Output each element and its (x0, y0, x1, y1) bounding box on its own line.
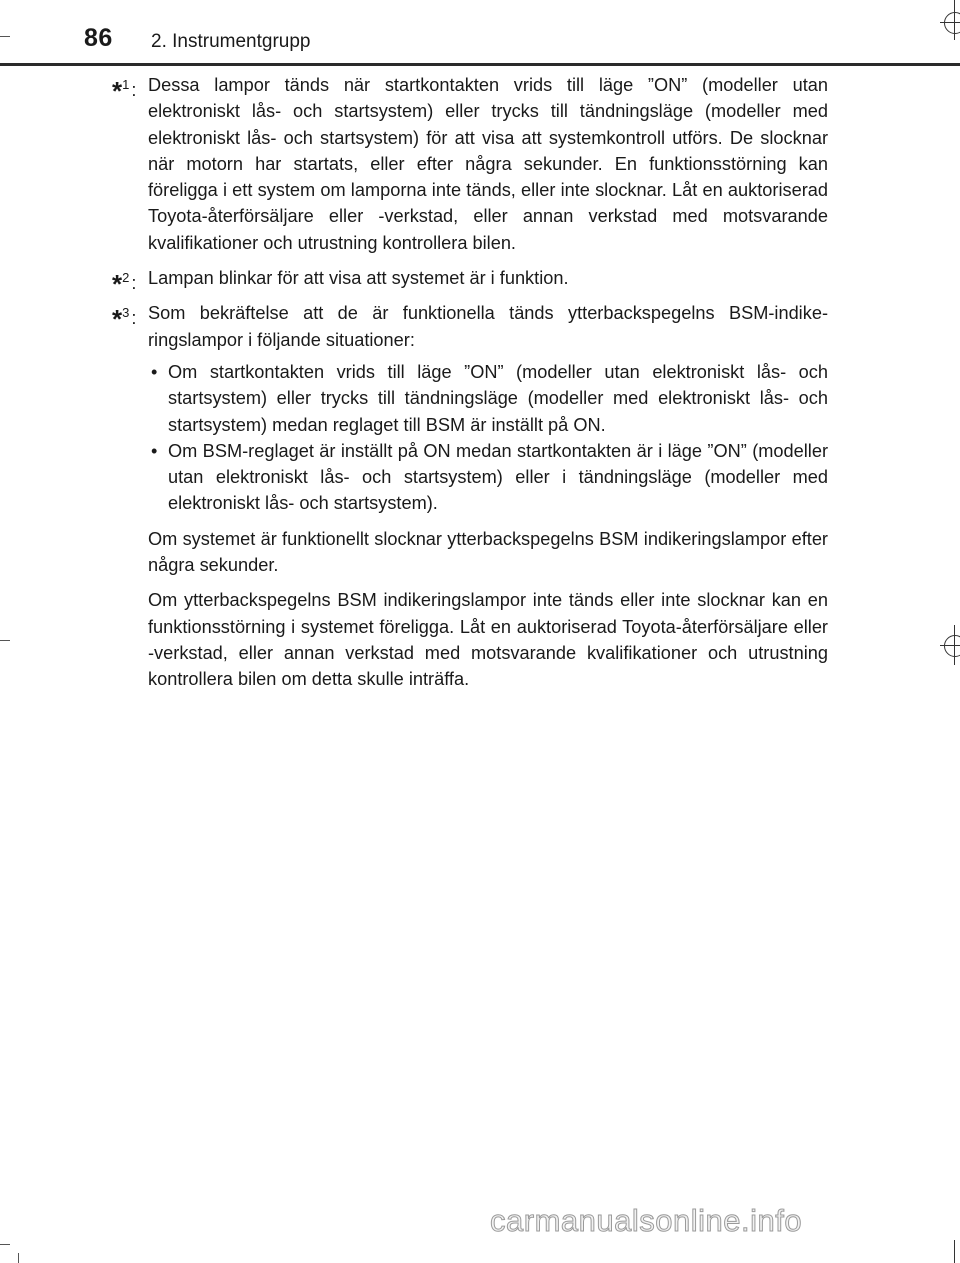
crop-tick-left-middle (0, 640, 10, 641)
page-number: 86 (84, 24, 113, 52)
note-text: Lampan blinkar för att visa att systemet är i funktion. (148, 268, 569, 289)
crop-tick-left-top (0, 36, 10, 37)
notes-content (112, 72, 828, 702)
paragraph: Om ytterbackspegelns BSM indikeringslampor inte tänds eller inte slocknar kan en funktionsstörning i systemet föreligga. Låt en auktoriserad Toyota-återförsäljare eller -verkstad, eller annan verkstad med motsvarande kvalifikationer och utrustning kontrollera bilen om detta skulle inträffa. (148, 590, 828, 690)
note-marker: *$^3$ : (112, 304, 137, 335)
list-item: • Om startkontakten vrids till läge ”ON” (modeller utan elektroniskt lås- och startsystem) eller trycks till tändningsläge (modeller med elektroniskt lås- och startsystem) medan reglaget till BSM är inställt på ON. (148, 359, 828, 438)
note-2 (112, 265, 828, 300)
note-1 (112, 72, 828, 256)
registration-mark-bottom-right (936, 1240, 960, 1263)
watermark: carmanualsonline.info (490, 1203, 803, 1238)
list-item: • Om BSM-reglaget är inställt på ON medan startkontakten är i läge ”ON” (modeller utan elektroniskt lås- och startsystem) eller i tändningsläge (modeller med elektroniskt lås- och startsystem). (148, 438, 828, 517)
note-marker: *$^2$ : (112, 269, 137, 300)
crop-tick-left-bottom (0, 1244, 10, 1245)
bullet-icon: • (151, 361, 158, 382)
condition-list (148, 359, 828, 517)
bullet-icon: • (151, 440, 158, 461)
header-rule (0, 63, 960, 66)
section-title: 2. Instrumentgrupp (151, 31, 311, 52)
crop-tick-bottom-left (18, 1253, 19, 1263)
note-marker: *$^1$ : (112, 76, 137, 106)
paragraph: Om systemet är funktionellt slocknar ytterbackspegelns BSM indikeringslampor efter några sekunder. (148, 528, 828, 576)
registration-mark-top-right (936, 0, 960, 40)
note-3 (112, 300, 828, 692)
note-text: Dessa lampor tänds när startkontakten vrids till läge ”ON” (modeller utan elektroniskt lås- och startsystem) eller trycks till tändningsläge (modeller med elektroniskt lås- och startsystem) för att visa att systemkontroll utförs. De slocknar när motorn har startats, eller efter några sekunder. En funktionsstörning kan föreligga i ett system om lamporna inte tänds, eller inte slocknar. Låt en auktoriserad Toyota-återförsäljare eller -verkstad, eller annan verkstad med motsvarande kvalifikationer och utrustning kontrollera bilen. (148, 75, 828, 253)
note-text: Som bekräftelse att de är funktionella tänds ytterbackspegelns BSM-indikeringslampor i följande situationer: (148, 303, 828, 350)
registration-mark-right-middle (936, 625, 960, 665)
